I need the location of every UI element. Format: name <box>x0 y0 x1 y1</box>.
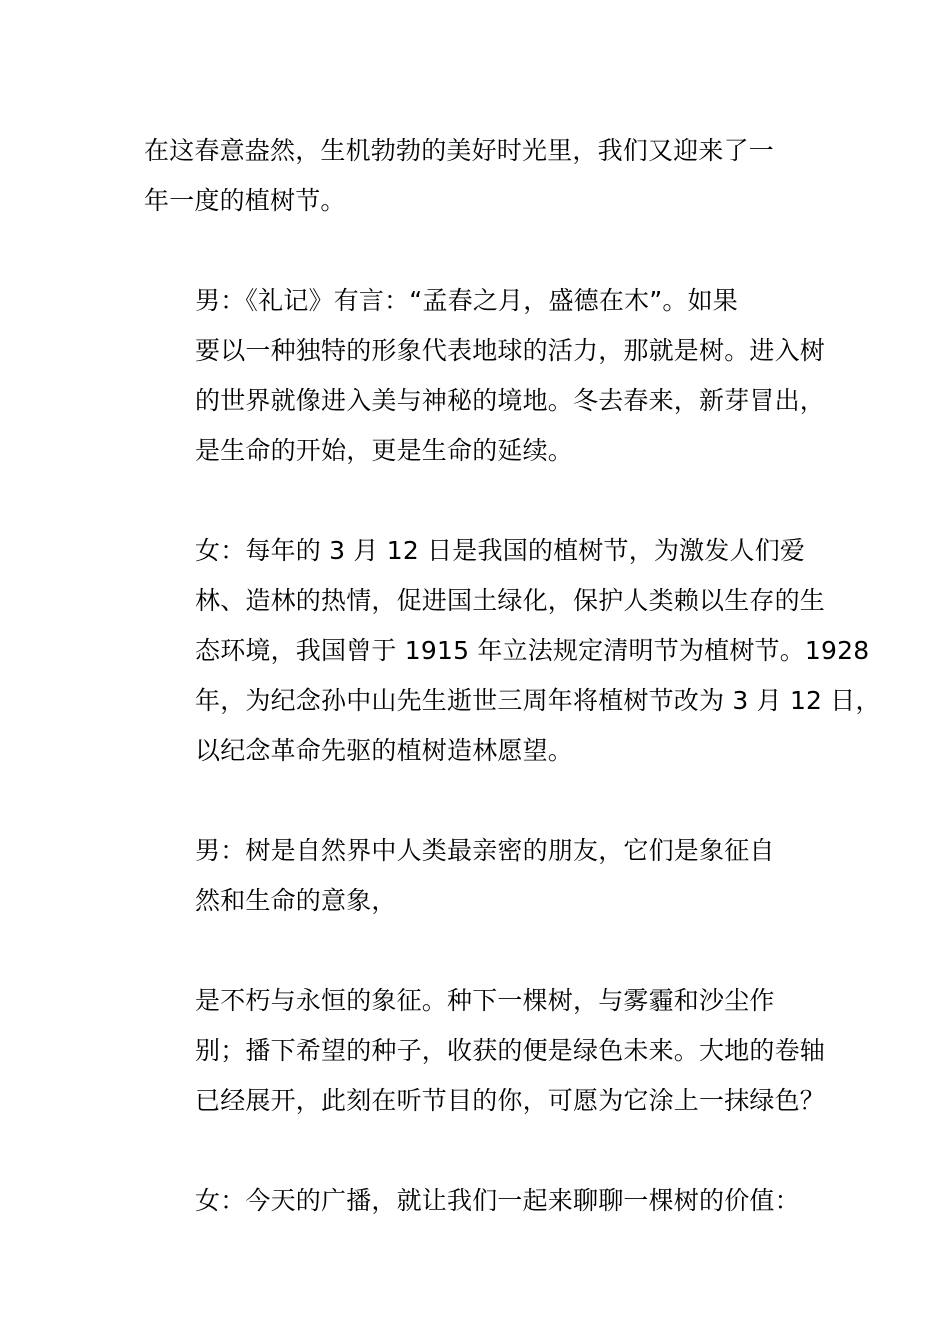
text-line: 女：每年的 3 月 12 日是我国的植树节，为激发人们爱 <box>195 536 806 565</box>
text-line: 是不朽与永恒的象征。种下一棵树，与雾霾和沙尘作 <box>195 986 775 1015</box>
paragraph-continuation <box>144 976 826 1126</box>
text-line: 是生命的开始，更是生命的延续。 <box>195 436 574 465</box>
paragraph-female-2 <box>144 1176 820 1226</box>
text-line: 以纪念革命先驱的植树造林愿望。 <box>195 736 574 765</box>
text-line: 年一度的植树节。 <box>144 186 346 215</box>
text-line: 男：树是自然界中人类最亲密的朋友，它们是象征自 <box>195 836 775 865</box>
paragraph-intro <box>144 126 820 226</box>
text-line: 在这春意盎然，生机勃勃的美好时光里，我们又迎来了一 <box>144 136 775 165</box>
paragraph-male-1 <box>144 276 826 476</box>
text-line: 的世界就像进入美与神秘的境地。冬去春来，新芽冒出， <box>195 386 826 415</box>
paragraph-female-1 <box>144 526 881 776</box>
text-line: 林、造林的热情，促进国土绿化，保护人类赖以生存的生 <box>195 586 826 615</box>
text-line: 别；播下希望的种子，收获的便是绿色未来。大地的卷轴 <box>195 1036 826 1065</box>
text-line: 然和生命的意象， <box>195 886 397 915</box>
text-line: 已经展开，此刻在听节目的你，可愿为它涂上一抹绿色？ <box>195 1086 826 1115</box>
text-line: 年，为纪念孙中山先生逝世三周年将植树节改为 3 月 12 日， <box>195 686 881 715</box>
document-body <box>144 126 881 1276</box>
text-line: 要以一种独特的形象代表地球的活力，那就是树。进入树 <box>195 336 826 365</box>
text-line: 女：今天的广播，就让我们一起来聊聊一棵树的价值： <box>195 1186 800 1215</box>
paragraph-male-2 <box>144 826 820 926</box>
text-line: 态环境，我国曾于 1915 年立法规定清明节为植树节。1928 <box>195 636 870 665</box>
text-line: 男：《礼记》有言：“孟春之月，盛德在木”。如果 <box>195 286 739 315</box>
